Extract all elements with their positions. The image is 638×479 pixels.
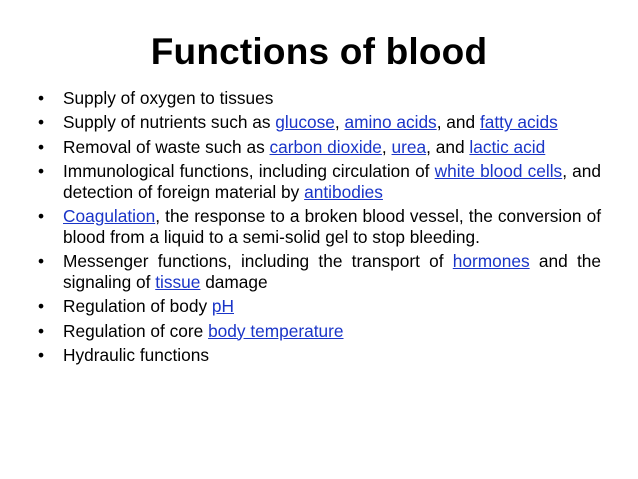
bullet-item bbox=[38, 206, 601, 247]
text-run: damage bbox=[200, 271, 268, 292]
bullet-item bbox=[38, 112, 601, 133]
bullet-text bbox=[63, 321, 344, 341]
bullet-text bbox=[63, 206, 601, 247]
bullet-icon: • bbox=[38, 320, 45, 341]
hyperlink[interactable]: carbon dioxide bbox=[269, 136, 382, 157]
slide-title: Functions of blood bbox=[150, 31, 488, 72]
bullet-text bbox=[63, 296, 234, 316]
bullet-icon: • bbox=[38, 161, 45, 182]
text-run: , and detection of foreign material by bbox=[63, 161, 601, 202]
hyperlink[interactable]: lactic acid bbox=[469, 136, 546, 157]
bullet-item bbox=[38, 251, 601, 292]
text-run: Regulation of core bbox=[63, 320, 209, 341]
text-run: , bbox=[334, 112, 345, 133]
bullet-item bbox=[38, 296, 601, 317]
hyperlink[interactable]: pH bbox=[211, 296, 235, 317]
bullet-text bbox=[63, 137, 545, 157]
bullet-item bbox=[38, 321, 601, 342]
bullet-icon: • bbox=[38, 251, 45, 272]
text-run: Supply of nutrients such as bbox=[63, 112, 276, 133]
bullet-icon: • bbox=[38, 344, 45, 365]
bullet-icon: • bbox=[38, 296, 45, 317]
bullet-list bbox=[38, 88, 601, 369]
text-run: , and bbox=[426, 136, 470, 157]
text-run: Regulation of body bbox=[63, 296, 212, 317]
hyperlink[interactable]: amino acids bbox=[344, 112, 437, 133]
bullet-text bbox=[63, 345, 209, 365]
hyperlink[interactable]: body temperature bbox=[208, 320, 344, 341]
bullet-item bbox=[38, 161, 601, 202]
bullet-icon: • bbox=[38, 206, 45, 227]
bullet-text bbox=[63, 112, 558, 132]
hyperlink[interactable]: hormones bbox=[452, 251, 530, 272]
text-run: Removal of waste such as bbox=[63, 136, 270, 157]
text-run: Immunological functions, including circulation of bbox=[63, 161, 435, 182]
hyperlink[interactable]: glucose bbox=[275, 112, 335, 133]
hyperlink[interactable]: white blood cells bbox=[434, 161, 563, 182]
hyperlink[interactable]: urea bbox=[391, 136, 427, 157]
text-run: , bbox=[381, 136, 392, 157]
hyperlink[interactable]: Coagulation bbox=[63, 206, 156, 227]
text-run: Hydraulic functions bbox=[63, 344, 209, 365]
hyperlink[interactable]: tissue bbox=[155, 271, 201, 292]
bullet-item bbox=[38, 345, 601, 366]
bullet-icon: • bbox=[38, 112, 45, 133]
text-run: and the signaling of bbox=[63, 251, 601, 292]
text-run: Messenger functions, including the transport of bbox=[63, 251, 453, 272]
text-run: Supply of oxygen to tissues bbox=[63, 88, 274, 108]
bullet-item bbox=[38, 88, 601, 109]
bullet-icon: • bbox=[38, 88, 45, 108]
hyperlink[interactable]: antibodies bbox=[304, 181, 383, 202]
bullet-text bbox=[63, 251, 601, 292]
text-run: , and bbox=[436, 112, 480, 133]
bullet-text bbox=[63, 88, 273, 108]
hyperlink[interactable]: fatty acids bbox=[479, 112, 558, 133]
bullet-item bbox=[38, 137, 601, 158]
bullet-text bbox=[63, 161, 601, 202]
text-run: , the response to a broken blood vessel, the conversion of blood from a liquid to a semi-solid gel to stop bleeding. bbox=[63, 206, 601, 247]
bullet-icon: • bbox=[38, 136, 45, 157]
